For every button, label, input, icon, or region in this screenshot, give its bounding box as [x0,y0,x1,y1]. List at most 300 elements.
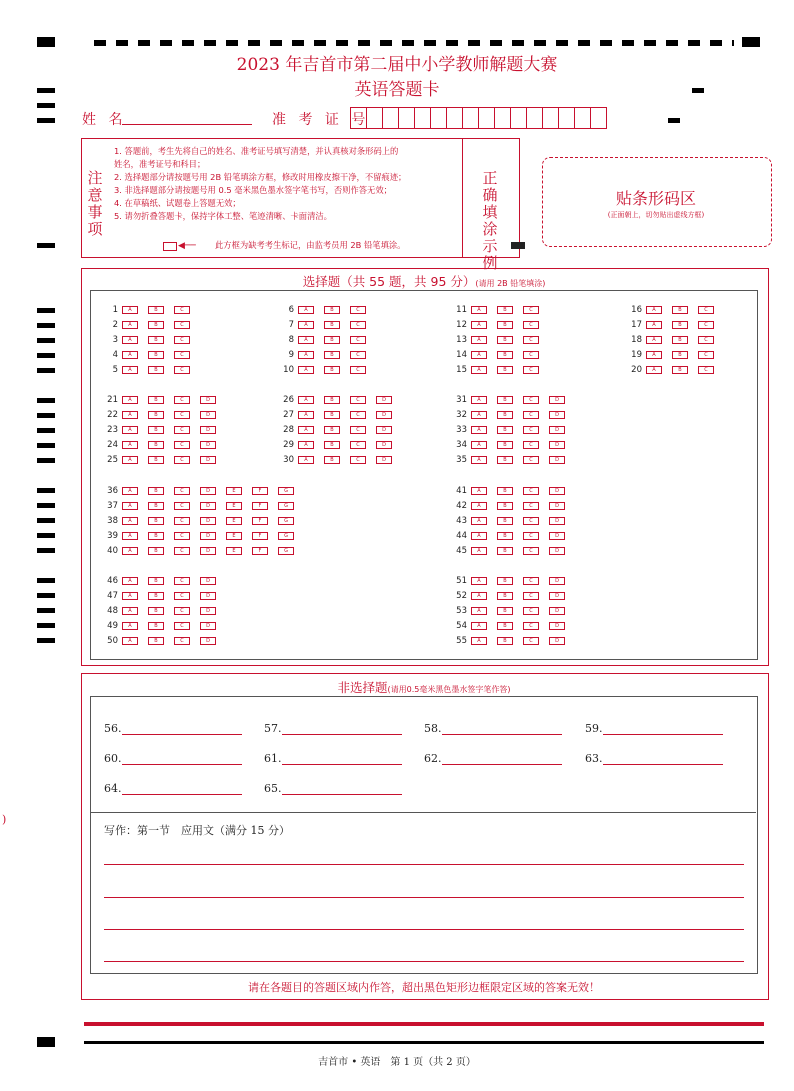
blank-line[interactable] [122,752,242,765]
option-bubble[interactable]: A [122,456,138,464]
option-bubble[interactable]: C [523,456,539,464]
option-bubble[interactable]: D [200,607,216,615]
option-bubble[interactable]: A [646,306,662,314]
option-bubble[interactable]: B [497,547,513,555]
option-bubble[interactable]: B [148,637,164,645]
option-bubble[interactable]: C [523,396,539,404]
option-bubble[interactable]: A [298,336,314,344]
barcode-note: (正面朝上，切勿贴出虚线方框) [607,211,705,219]
option-bubble[interactable]: A [646,351,662,359]
option-bubble[interactable]: A [122,306,138,314]
question-row [449,576,575,586]
option-bubble[interactable]: B [672,336,688,344]
option-bubble[interactable]: B [324,396,340,404]
option-bubble[interactable]: D [549,396,565,404]
question-row [449,410,575,420]
option-bubble[interactable]: B [497,517,513,525]
option-bubble[interactable]: C [350,396,366,404]
option-bubble[interactable]: B [497,456,513,464]
blank-line[interactable] [282,782,402,795]
option-bubble[interactable]: A [122,411,138,419]
option-bubble[interactable]: B [497,577,513,585]
option-bubble[interactable]: A [122,336,138,344]
option-bubble[interactable]: G [278,547,294,555]
option-bubble[interactable]: A [471,351,487,359]
question-row [449,486,575,496]
option-bubble[interactable]: A [122,622,138,630]
option-bubble[interactable]: B [672,366,688,374]
option-bubble[interactable]: C [174,441,190,449]
question-number: 28 [283,425,294,435]
option-bubble[interactable]: D [549,592,565,600]
question-row [449,516,575,526]
option-bubble[interactable]: D [549,577,565,585]
timing-mark [37,323,55,328]
question-number: 32 [456,410,467,420]
id-digit-box[interactable] [366,107,383,129]
option-bubble[interactable]: B [497,366,513,374]
option-bubble[interactable]: A [122,487,138,495]
option-bubble[interactable]: C [174,487,190,495]
option-bubble[interactable]: B [497,487,513,495]
id-digit-box[interactable] [510,107,527,129]
option-bubble[interactable]: B [497,321,513,329]
option-bubble[interactable]: B [497,637,513,645]
option-bubble[interactable]: B [148,502,164,510]
option-bubble[interactable]: A [122,532,138,540]
option-bubble[interactable]: B [148,622,164,630]
id-digit-box[interactable] [542,107,559,129]
option-bubble[interactable]: B [148,336,164,344]
blank-line[interactable] [603,752,723,765]
option-bubble[interactable]: C [523,441,539,449]
option-bubble[interactable]: C [350,441,366,449]
option-bubble[interactable]: A [122,441,138,449]
option-bubble[interactable]: E [226,517,242,525]
writing-line[interactable] [104,929,744,930]
option-bubble[interactable]: B [324,411,340,419]
option-bubble[interactable]: D [549,441,565,449]
blank-item[interactable] [585,752,723,765]
question-number: 10 [283,365,294,375]
option-bubble[interactable]: C [523,336,539,344]
option-bubble[interactable]: C [174,592,190,600]
id-digit-box[interactable] [558,107,575,129]
option-bubble[interactable]: C [350,306,366,314]
option-bubble[interactable]: B [324,441,340,449]
option-bubble[interactable]: B [497,502,513,510]
question-row [449,501,575,511]
option-bubble[interactable]: A [122,351,138,359]
blank-line[interactable] [122,722,242,735]
question-row [449,425,575,435]
option-bubble[interactable]: A [122,426,138,434]
option-bubble[interactable]: C [523,592,539,600]
option-bubble[interactable]: D [200,487,216,495]
blank-item[interactable] [424,722,562,735]
option-bubble[interactable]: F [252,502,268,510]
option-bubble[interactable]: B [497,532,513,540]
option-bubble[interactable]: C [174,622,190,630]
question-row [624,365,724,375]
option-bubble[interactable]: B [497,396,513,404]
option-bubble[interactable]: B [324,456,340,464]
option-bubble[interactable]: A [646,336,662,344]
option-bubble[interactable]: A [298,411,314,419]
option-bubble[interactable]: B [148,487,164,495]
option-bubble[interactable]: C [174,396,190,404]
option-bubble[interactable]: D [200,532,216,540]
option-bubble[interactable]: B [148,411,164,419]
option-bubble[interactable]: D [200,502,216,510]
option-bubble[interactable]: C [523,306,539,314]
id-digit-box[interactable] [590,107,607,129]
option-bubble[interactable]: D [549,426,565,434]
option-bubble[interactable]: C [174,532,190,540]
option-bubble[interactable]: G [278,487,294,495]
question-row [276,455,402,465]
option-bubble[interactable]: B [672,306,688,314]
option-bubble[interactable]: D [376,456,392,464]
option-bubble[interactable]: B [324,366,340,374]
option-bubble[interactable]: C [523,426,539,434]
option-bubble[interactable]: A [471,637,487,645]
option-bubble[interactable]: C [698,321,714,329]
writing-line[interactable] [104,961,744,962]
option-bubble[interactable]: C [523,622,539,630]
option-bubble[interactable]: C [350,336,366,344]
option-bubble[interactable]: F [252,532,268,540]
option-bubble[interactable]: B [497,411,513,419]
option-bubble[interactable]: D [549,547,565,555]
question-number: 17 [631,320,642,330]
option-bubble[interactable]: G [278,502,294,510]
option-bubble[interactable]: A [298,456,314,464]
option-bubble[interactable]: C [523,321,539,329]
option-bubble[interactable]: C [523,366,539,374]
option-bubble[interactable]: D [549,637,565,645]
page-title: 2023 年吉首市第二届中小学教师解题大赛 [236,55,558,75]
option-bubble[interactable]: A [122,577,138,585]
option-bubble[interactable]: B [148,592,164,600]
option-bubble[interactable]: A [298,321,314,329]
option-bubble[interactable]: B [148,456,164,464]
option-bubble[interactable]: C [174,411,190,419]
option-bubble[interactable]: D [200,577,216,585]
option-bubble[interactable]: D [376,426,392,434]
option-bubble[interactable]: F [252,487,268,495]
name-field[interactable] [122,108,252,125]
option-bubble[interactable]: D [549,532,565,540]
question-row [276,335,376,345]
option-bubble[interactable]: B [148,607,164,615]
writing-label: 写作：第一节 应用文（满分 15 分） [104,824,290,837]
option-bubble[interactable]: B [324,321,340,329]
option-bubble[interactable]: A [298,306,314,314]
id-digit-box[interactable] [414,107,431,129]
option-bubble[interactable]: B [148,441,164,449]
option-bubble[interactable]: A [471,532,487,540]
option-bubble[interactable]: A [298,441,314,449]
option-bubble[interactable]: C [174,517,190,525]
option-bubble[interactable]: D [200,592,216,600]
question-row [449,320,549,330]
question-number: 54 [456,621,467,631]
option-bubble[interactable]: C [523,532,539,540]
option-bubble[interactable]: C [174,577,190,585]
question-number: 40 [107,546,118,556]
blank-line[interactable] [603,722,723,735]
option-bubble[interactable]: B [497,592,513,600]
option-bubble[interactable]: D [200,441,216,449]
option-bubble[interactable]: B [148,426,164,434]
option-bubble[interactable]: A [471,306,487,314]
option-bubble[interactable]: D [549,411,565,419]
option-bubble[interactable]: C [174,547,190,555]
option-bubble[interactable]: B [497,306,513,314]
option-bubble[interactable]: D [549,607,565,615]
option-bubble[interactable]: D [200,622,216,630]
option-bubble[interactable]: G [278,517,294,525]
option-bubble[interactable]: A [471,517,487,525]
option-bubble[interactable]: C [523,351,539,359]
id-digit-box[interactable] [526,107,543,129]
question-number: 22 [107,410,118,420]
option-bubble[interactable]: A [122,321,138,329]
option-bubble[interactable]: C [523,577,539,585]
option-bubble[interactable]: F [252,517,268,525]
option-bubble[interactable]: C [174,366,190,374]
option-bubble[interactable]: A [471,411,487,419]
option-bubble[interactable]: B [497,351,513,359]
option-bubble[interactable]: B [148,517,164,525]
option-bubble[interactable]: D [549,487,565,495]
option-bubble[interactable]: A [471,487,487,495]
option-bubble[interactable]: C [174,456,190,464]
option-bubble[interactable]: C [350,366,366,374]
question-number: 41 [456,486,467,496]
writing-line[interactable] [104,897,744,898]
option-bubble[interactable]: E [226,487,242,495]
option-bubble[interactable]: D [376,411,392,419]
option-bubble[interactable]: A [122,547,138,555]
option-bubble[interactable]: A [471,456,487,464]
divider [90,812,756,813]
option-bubble[interactable]: C [350,321,366,329]
option-bubble[interactable]: A [298,426,314,434]
option-bubble[interactable]: B [148,577,164,585]
option-bubble[interactable]: E [226,532,242,540]
option-bubble[interactable]: C [698,366,714,374]
timing-mark [37,243,55,248]
blank-item[interactable] [104,782,242,795]
option-bubble[interactable]: A [471,592,487,600]
blank-item[interactable] [424,752,562,765]
question-row [100,425,226,435]
question-number: 55 [456,636,467,646]
option-bubble[interactable]: B [148,547,164,555]
option-bubble[interactable]: B [497,426,513,434]
option-bubble[interactable]: B [672,351,688,359]
option-bubble[interactable]: C [523,517,539,525]
option-bubble[interactable]: C [174,321,190,329]
option-bubble[interactable]: A [471,366,487,374]
option-bubble[interactable]: A [471,336,487,344]
blank-item[interactable] [264,722,402,735]
absent-checkbox[interactable] [163,242,177,251]
option-bubble[interactable]: B [148,532,164,540]
id-digit-box[interactable] [494,107,511,129]
option-bubble[interactable]: C [523,607,539,615]
question-row [100,621,226,631]
blank-item[interactable] [585,722,723,735]
option-bubble[interactable]: A [646,366,662,374]
option-bubble[interactable]: F [252,547,268,555]
timing-mark [37,638,55,643]
option-bubble[interactable]: A [471,607,487,615]
blank-item[interactable] [264,782,402,795]
option-bubble[interactable]: B [497,622,513,630]
option-bubble[interactable]: A [298,396,314,404]
option-bubble[interactable]: A [471,547,487,555]
option-bubble[interactable]: C [698,336,714,344]
option-bubble[interactable]: A [298,366,314,374]
corner-mark [668,118,680,123]
option-bubble[interactable]: B [148,306,164,314]
choice-title: 选择题（共 55 题，共 95 分）(请用 2B 铅笔填涂) [302,274,546,289]
option-bubble[interactable]: B [324,306,340,314]
id-digit-box[interactable] [398,107,415,129]
option-bubble[interactable]: D [200,396,216,404]
option-bubble[interactable]: C [523,487,539,495]
question-row [100,305,200,315]
option-bubble[interactable]: B [148,396,164,404]
option-bubble[interactable]: D [200,426,216,434]
option-bubble[interactable]: D [200,456,216,464]
id-digit-box[interactable] [350,107,367,129]
blank-line[interactable] [442,722,562,735]
option-bubble[interactable]: D [549,622,565,630]
id-digit-box[interactable] [462,107,479,129]
option-bubble[interactable]: B [324,351,340,359]
blank-line[interactable] [282,752,402,765]
question-row [449,531,575,541]
option-bubble[interactable]: C [174,351,190,359]
option-bubble[interactable]: C [523,547,539,555]
option-bubble[interactable]: A [471,577,487,585]
id-digit-box[interactable] [478,107,495,129]
option-bubble[interactable]: A [646,321,662,329]
question-number: 51 [456,576,467,586]
option-bubble[interactable]: B [148,351,164,359]
timing-mark [37,608,55,613]
blank-item[interactable] [104,722,242,735]
option-bubble[interactable]: A [122,366,138,374]
exam-id-boxes[interactable] [351,107,607,129]
option-bubble[interactable]: A [122,637,138,645]
option-bubble[interactable]: B [148,366,164,374]
option-bubble[interactable]: B [148,321,164,329]
question-number: 12 [456,320,467,330]
option-bubble[interactable]: A [471,426,487,434]
id-digit-box[interactable] [446,107,463,129]
option-bubble[interactable]: C [523,637,539,645]
notice-title: 注意事项 [87,169,103,238]
option-bubble[interactable]: D [200,547,216,555]
exam-id-label: 准 考 证 号 [272,112,370,128]
option-bubble[interactable]: A [122,607,138,615]
option-bubble[interactable]: C [523,411,539,419]
option-bubble[interactable]: D [549,502,565,510]
option-bubble[interactable]: B [324,336,340,344]
option-bubble[interactable]: C [350,426,366,434]
option-bubble[interactable]: A [471,441,487,449]
option-bubble[interactable]: C [698,306,714,314]
option-bubble[interactable]: D [549,456,565,464]
option-bubble[interactable]: C [174,637,190,645]
option-bubble[interactable]: B [324,426,340,434]
option-bubble[interactable]: B [497,336,513,344]
blank-item[interactable] [104,752,242,765]
option-bubble[interactable]: A [471,396,487,404]
blank-line[interactable] [122,782,242,795]
blank-item[interactable] [264,752,402,765]
option-bubble[interactable]: C [174,336,190,344]
id-digit-box[interactable] [430,107,447,129]
option-bubble[interactable]: C [174,502,190,510]
option-bubble[interactable]: C [350,351,366,359]
question-number: 52 [456,591,467,601]
blank-number: 65. [264,782,282,795]
id-digit-box[interactable] [382,107,399,129]
option-bubble[interactable]: B [497,607,513,615]
option-bubble[interactable]: D [200,637,216,645]
option-bubble[interactable]: D [376,396,392,404]
option-bubble[interactable]: B [497,441,513,449]
option-bubble[interactable]: D [549,517,565,525]
blank-line[interactable] [282,722,402,735]
option-bubble[interactable]: C [350,411,366,419]
option-bubble[interactable]: C [698,351,714,359]
option-bubble[interactable]: C [174,426,190,434]
id-digit-box[interactable] [574,107,591,129]
option-bubble[interactable]: E [226,502,242,510]
blank-line[interactable] [442,752,562,765]
option-bubble[interactable]: E [226,547,242,555]
option-bubble[interactable]: A [471,321,487,329]
option-bubble[interactable]: A [122,502,138,510]
option-bubble[interactable]: G [278,532,294,540]
option-bubble[interactable]: A [471,502,487,510]
option-bubble[interactable]: A [298,351,314,359]
notice-item: 1. 答题前，考生先将自己的姓名、准考证号填写清楚，并认真核对条形码上的 [114,146,399,156]
option-bubble[interactable]: C [523,502,539,510]
blank-number: 63. [585,752,603,765]
option-bubble[interactable]: A [471,622,487,630]
option-bubble[interactable]: A [122,517,138,525]
writing-line[interactable] [104,864,744,865]
bottom-black-bar [84,1041,764,1044]
option-bubble[interactable]: C [350,456,366,464]
option-bubble[interactable]: C [174,306,190,314]
option-bubble[interactable]: C [174,607,190,615]
option-bubble[interactable]: D [200,517,216,525]
option-bubble[interactable]: A [122,396,138,404]
option-bubble[interactable]: D [200,411,216,419]
option-bubble[interactable]: D [376,441,392,449]
option-bubble[interactable]: A [122,592,138,600]
option-bubble[interactable]: B [672,321,688,329]
